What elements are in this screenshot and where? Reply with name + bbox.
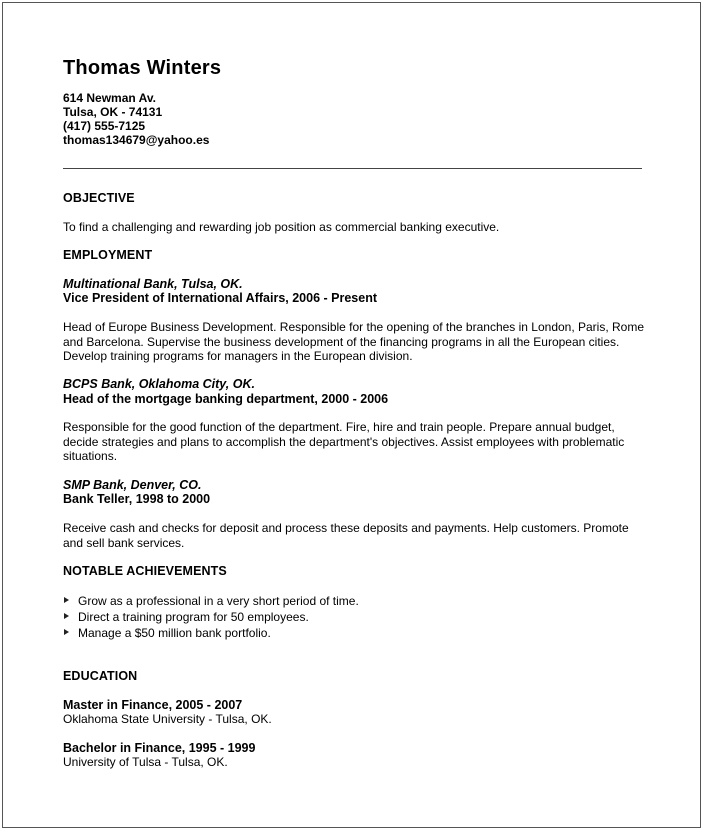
list-item xyxy=(63,593,359,609)
job-1-company: Multinational Bank, Tulsa, OK. xyxy=(63,277,243,291)
achievement-text: Manage a $50 million bank portfolio. xyxy=(78,626,271,640)
address-line-1: 614 Newman Av. xyxy=(63,91,156,105)
list-item xyxy=(63,625,359,641)
objective-heading: OBJECTIVE xyxy=(63,191,135,205)
header-divider xyxy=(63,168,642,169)
job-2-company: BCPS Bank, Oklahoma City, OK. xyxy=(63,377,255,391)
achievement-text: Grow as a professional in a very short period of time. xyxy=(78,594,359,608)
degree-2-title: Bachelor in Finance, 1995 - 1999 xyxy=(63,741,256,755)
phone-number: (417) 555-7125 xyxy=(63,119,146,133)
list-item xyxy=(63,609,359,625)
bullet-arrow-icon xyxy=(64,629,69,635)
achievements-heading: NOTABLE ACHIEVEMENTS xyxy=(63,564,227,578)
job-2-description: Responsible for the good function of the department. Fire, hire and train people. Prepare annual budget, decide strategies and plans to accomplish the department's objectives. Assist employees with problematic situations. xyxy=(63,420,625,464)
bullet-arrow-icon xyxy=(64,613,69,619)
degree-1-school: Oklahoma State University - Tulsa, OK. xyxy=(63,712,272,726)
job-1-title: Vice President of International Affairs, 2006 - Present xyxy=(63,291,377,305)
job-3-company: SMP Bank, Denver, CO. xyxy=(63,478,202,492)
resume-page xyxy=(2,2,701,828)
achievements-list xyxy=(63,593,359,641)
achievement-text: Direct a training program for 50 employees. xyxy=(78,610,309,624)
job-2-title: Head of the mortgage banking department, 2000 - 2006 xyxy=(63,392,389,406)
candidate-name: Thomas Winters xyxy=(63,57,222,79)
bullet-arrow-icon xyxy=(64,597,69,603)
objective-text: To find a challenging and rewarding job position as commercial banking executive. xyxy=(63,220,500,234)
job-3-title: Bank Teller, 1998 to 2000 xyxy=(63,492,211,506)
employment-heading: EMPLOYMENT xyxy=(63,248,153,262)
job-3-description: Receive cash and checks for deposit and process these deposits and payments. Help customers. Promote and sell bank services. xyxy=(63,521,629,550)
email-address: thomas134679@yahoo.es xyxy=(63,133,210,147)
job-1-description: Head of Europe Business Development. Responsible for the opening of the branches in London, Paris, Rome and Barcelona. Supervise the business development of the financing programs in all the European cities. Develop training programs for managers in the European division. xyxy=(63,320,645,364)
degree-2-school: University of Tulsa - Tulsa, OK. xyxy=(63,755,228,769)
address-line-2: Tulsa, OK - 74131 xyxy=(63,105,163,119)
education-heading: EDUCATION xyxy=(63,669,138,683)
degree-1-title: Master in Finance, 2005 - 2007 xyxy=(63,698,243,712)
